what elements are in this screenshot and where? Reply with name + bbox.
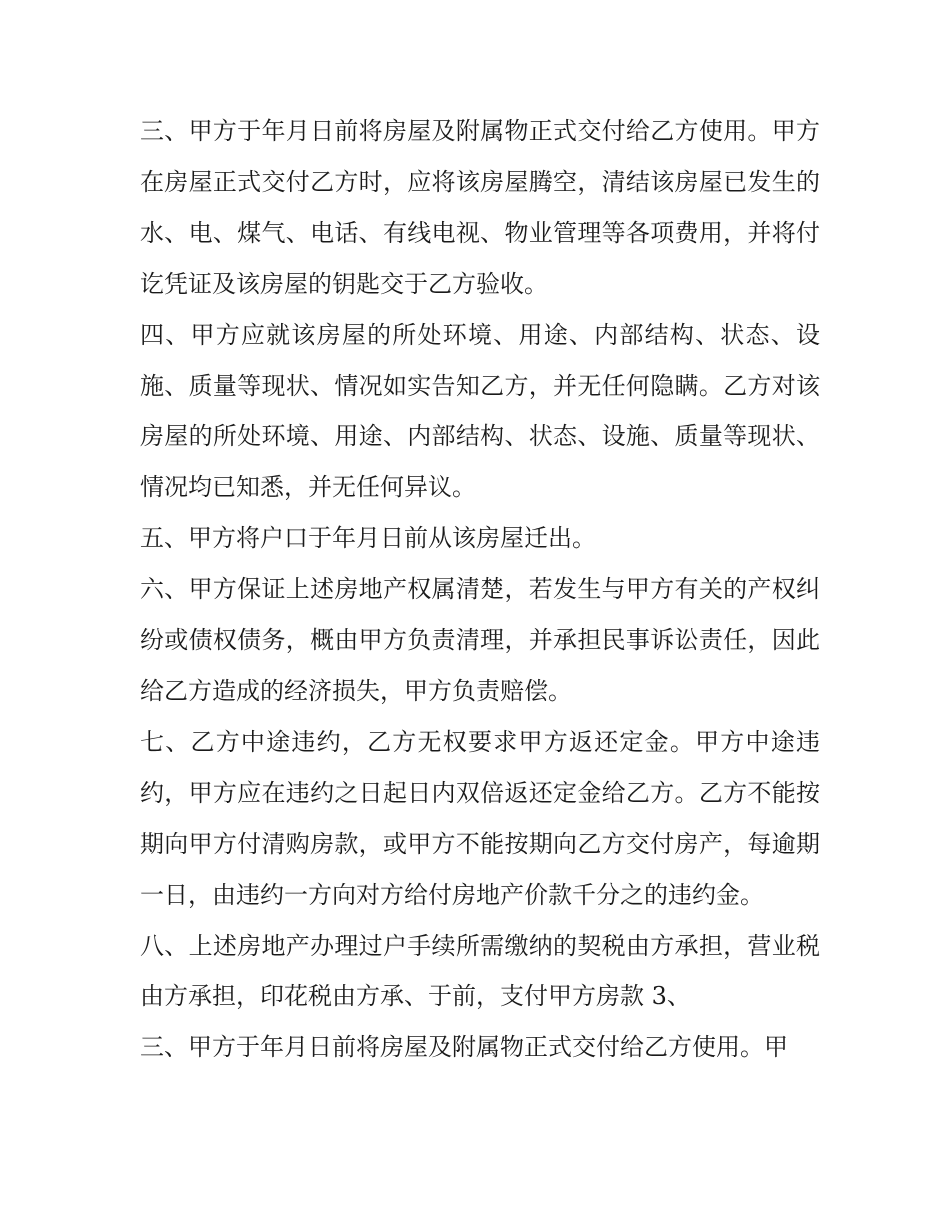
clause-3-repeated: 三、甲方于年月日前将房屋及附属物正式交付给乙方使用。甲 xyxy=(140,1033,788,1062)
clause-8-taxes: 八、上述房地产办理过户手续所需缴纳的契税由方承担，营业税由方承担，印花税由方承、于前，支付甲方房款 3、 xyxy=(140,931,820,1011)
clause-5-household-registration: 五、甲方将户口于年月日前从该房屋迁出。 xyxy=(140,524,596,553)
clause-7-breach: 七、乙方中途违约，乙方无权要求甲方返还定金。甲方中途违约，甲方应在违约之日起日内双倍返还定金给乙方。乙方不能按期向甲方付清购房款，或甲方不能按期向乙方交付房产，每逾期一日，由违约一方向对方给付房地产价款千分之的违约金。 xyxy=(140,727,820,909)
contract-text xyxy=(140,106,820,1073)
clause-3-delivery: 三、甲方于年月日前将房屋及附属物正式交付给乙方使用。甲方在房屋正式交付乙方时，应将该房屋腾空，清结该房屋已发生的水、电、煤气、电话、有线电视、物业管理等各项费用，并将付讫凭证及该房屋的钥匙交于乙方验收。 xyxy=(140,117,820,298)
clause-6-title-guarantee: 六、甲方保证上述房地产权属清楚，若发生与甲方有关的产权纠纷或债权债务，概由甲方负责清理，并承担民事诉讼责任，因此给乙方造成的经济损失，甲方负责赔偿。 xyxy=(140,575,820,705)
clause-4-disclosure: 四、甲方应就该房屋的所处环境、用途、内部结构、状态、设施、质量等现状、情况如实告知乙方，并无任何隐瞒。乙方对该房屋的所处环境、用途、内部结构、状态、设施、质量等现状、情况均已知悉，并无任何异议。 xyxy=(140,320,820,502)
